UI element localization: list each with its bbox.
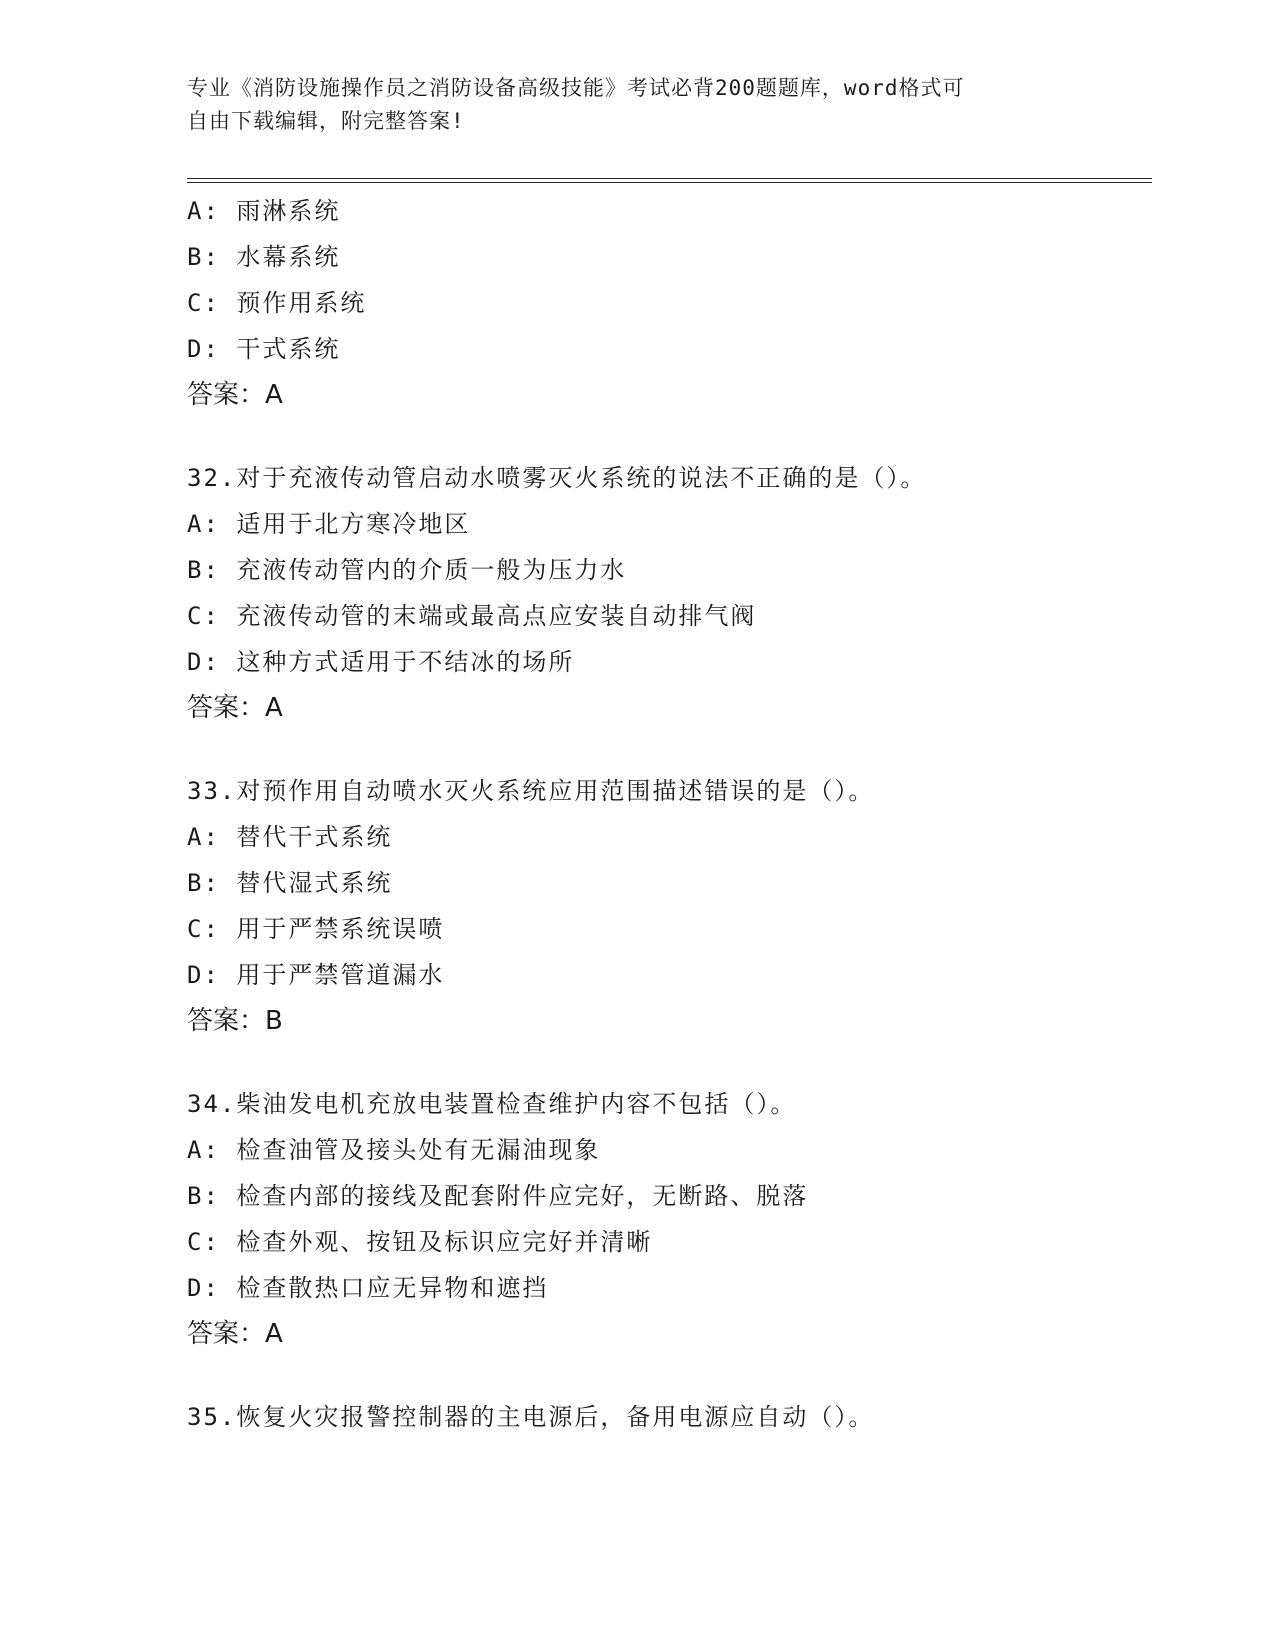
option-a: A: 适用于北方寒冷地区 xyxy=(187,510,471,538)
option-c: C: 用于严禁系统误喷 xyxy=(187,915,445,943)
option-d: D: 用于严禁管道漏水 xyxy=(187,961,445,989)
header-title-line-2: 自由下载编辑，附完整答案! xyxy=(187,109,465,133)
question-text: 32.对于充液传动管启动水喷雾灭火系统的说法不正确的是（）。 xyxy=(187,464,927,492)
option-a: A: 雨淋系统 xyxy=(187,197,341,225)
question-list xyxy=(187,188,1152,1477)
option-d: D: 检查散热口应无异物和遮挡 xyxy=(187,1274,549,1302)
option-a: A: 检查油管及接头处有无漏油现象 xyxy=(187,1136,601,1164)
question-text: 35.恢复火灾报警控制器的主电源后，备用电源应自动（）。 xyxy=(187,1403,875,1431)
answer-line: 答案：A xyxy=(187,380,283,410)
header-title-line-1: 专业《消防设施操作员之消防设备高级技能》考试必背200题题库，word格式可 xyxy=(187,76,965,100)
answer-line: 答案：A xyxy=(187,1319,283,1349)
question-block-32 xyxy=(187,455,1152,731)
header-divider xyxy=(187,178,1152,183)
option-c: C: 检查外观、按钮及标识应完好并清晰 xyxy=(187,1228,653,1256)
question-block-31 xyxy=(187,188,1152,418)
option-d: D: 这种方式适用于不结冰的场所 xyxy=(187,648,575,676)
option-b: B: 检查内部的接线及配套附件应完好，无断路、脱落 xyxy=(187,1182,809,1210)
document-page xyxy=(187,0,1152,1650)
option-b: B: 替代湿式系统 xyxy=(187,869,393,897)
question-block-33 xyxy=(187,768,1152,1044)
option-c: C: 预作用系统 xyxy=(187,289,367,317)
answer-line: 答案：B xyxy=(187,1006,283,1036)
question-text: 34.柴油发电机充放电装置检查维护内容不包括（）。 xyxy=(187,1090,797,1118)
option-b: B: 水幕系统 xyxy=(187,243,341,271)
option-d: D: 干式系统 xyxy=(187,335,341,363)
question-block-34 xyxy=(187,1081,1152,1357)
option-a: A: 替代干式系统 xyxy=(187,823,393,851)
question-block-35 xyxy=(187,1394,1152,1440)
option-b: B: 充液传动管内的介质一般为压力水 xyxy=(187,556,627,584)
answer-line: 答案：A xyxy=(187,693,283,723)
question-text: 33.对预作用自动喷水灭火系统应用范围描述错误的是（）。 xyxy=(187,777,875,805)
document-header xyxy=(187,72,1067,138)
option-c: C: 充液传动管的末端或最高点应安装自动排气阀 xyxy=(187,602,757,630)
